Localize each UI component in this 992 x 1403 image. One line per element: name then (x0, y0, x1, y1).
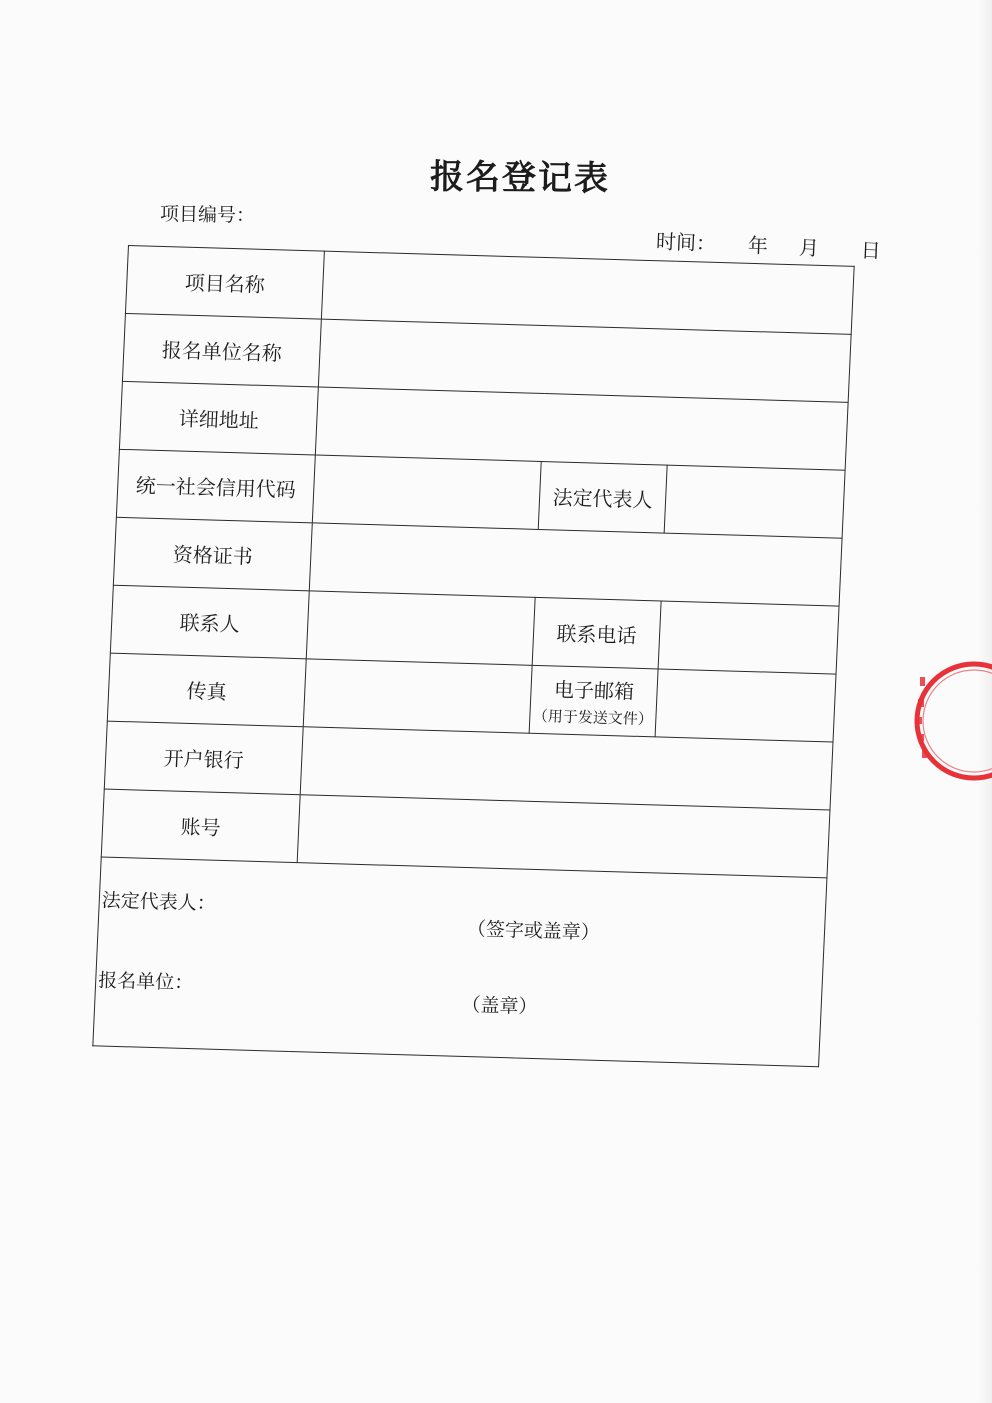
label-fax: 传真 (107, 653, 306, 727)
value-email[interactable] (655, 669, 836, 742)
label-contact: 联系人 (110, 585, 309, 659)
label-legal-rep: 法定代表人 (538, 461, 667, 533)
label-applicant-name: 报名单位名称 (122, 313, 321, 387)
form-title: 报名登记表 (429, 157, 611, 199)
value-fax[interactable] (303, 659, 532, 733)
label-project-name: 项目名称 (125, 246, 324, 320)
value-credit-code[interactable] (312, 455, 541, 529)
value-phone[interactable] (658, 601, 839, 674)
date-year: 年 (747, 233, 769, 258)
date-label: 时间： (655, 229, 717, 256)
label-bank: 开户银行 (104, 721, 303, 795)
red-seal-stamp (912, 655, 992, 785)
registration-form (92, 245, 854, 1073)
label-email (529, 665, 658, 737)
value-legal-rep[interactable] (664, 465, 845, 538)
label-email-note: （用于发送文件） (532, 706, 654, 729)
value-contact[interactable] (306, 591, 535, 665)
legal-rep-sign-note: （签字或盖章） (466, 918, 601, 944)
signature-area[interactable] (93, 857, 827, 1067)
unit-seal-label: 报名单位： (97, 969, 194, 995)
table-row (93, 857, 827, 1067)
label-address: 详细地址 (119, 381, 318, 455)
date-row (655, 225, 880, 263)
registration-table (92, 245, 854, 1067)
legal-rep-sign-label: 法定代表人： (101, 889, 217, 915)
seal-inner-ring (923, 670, 992, 772)
unit-seal-note: （盖章） (460, 993, 538, 1019)
label-email-text: 电子邮箱 (553, 677, 635, 704)
label-account: 账号 (101, 789, 300, 863)
date-day: 日 (860, 238, 882, 263)
seal-ring (917, 664, 992, 778)
project-number-label: 项目编号： (159, 203, 256, 227)
label-qualification: 资格证书 (113, 517, 312, 591)
date-month: 月 (798, 235, 820, 261)
label-credit-code: 统一社会信用代码 (116, 449, 315, 523)
label-phone: 联系电话 (532, 597, 661, 669)
